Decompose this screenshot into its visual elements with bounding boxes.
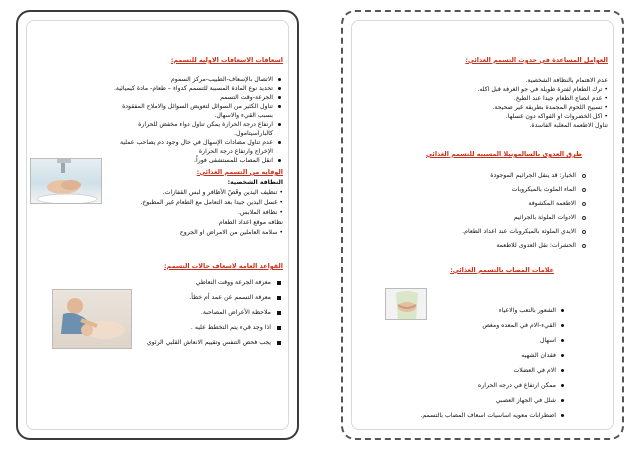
bullet-dot-icon — [278, 105, 281, 108]
bullet-square-icon — [277, 326, 281, 330]
rules-item: معرفة التسمم عن عمد أم خطأ. — [189, 294, 271, 301]
first-aid-item-cont: بسبب القيء والاسهال. — [214, 112, 273, 119]
bullet-ring-icon — [582, 230, 586, 234]
prevention-line: • نظافة الملابس. — [238, 209, 283, 216]
factors-line: • ترك الطعام لفترة طويلة في جو الغرفة قبل اكله. — [477, 86, 608, 93]
first-aid-item: ارتفاع درجة الحرارة يمكن تناول دواء مخفض للحرارة — [138, 121, 273, 128]
factors-line: • اكل الخضروات او الفواكه دون غسلها. — [505, 113, 608, 120]
first-aid-item: تناول الكثير من السوائل لتعويض السوائل والاملاح المفقودة — [122, 103, 273, 110]
symptom-item: ممكن ارتفاع في درجه الحراره — [478, 382, 556, 389]
prevention-line: النظافة الشخصية: — [227, 179, 283, 186]
hand-washing-icon — [31, 159, 102, 204]
bullet-dot-icon — [561, 354, 564, 357]
prevention-line: • تنظيف اليدين وقَصّ الأظافر و لبس القفازات. — [162, 189, 283, 196]
right-page — [341, 10, 624, 440]
bullet-ring-icon — [582, 174, 586, 178]
prevention-line: • غسل اليدين جيدا بعد التعامل مع الطعام غير المطبوخ. — [140, 199, 283, 206]
symptom-item: اسهال — [539, 337, 556, 344]
factors-line: • تسييح اللحوم المجمدة بطريقة غير صحيحة. — [492, 104, 608, 111]
cpr-icon — [53, 290, 132, 349]
bullet-square-icon — [277, 341, 281, 345]
stomach-ache-photo — [385, 288, 427, 320]
factors-heading: العوامل المساعدة في حدوث التسمم الغذائي: — [465, 56, 608, 64]
symptom-item: الام في العضلات — [513, 367, 556, 374]
bullet-dot-icon — [561, 399, 564, 402]
first-aid-item: عدم تناول مضادات الإسهال في حال وجود دم يصاحب عملية — [119, 139, 273, 146]
bullet-dot-icon — [278, 87, 281, 90]
bullet-dot-icon — [561, 384, 564, 387]
cpr-photo — [52, 289, 132, 349]
bullet-dot-icon — [561, 324, 564, 327]
rules-item: معرفة الجرعة ووقت التعاطي — [195, 279, 271, 286]
factors-line: عدم الاهتمام بالنظافة الشخصية. — [525, 77, 608, 84]
prevention-line: نظافه موقع اعداد الطعام — [218, 219, 283, 226]
rules-heading: القواعد العامه لاسعاف حالات التسمم: — [164, 262, 283, 270]
bullet-ring-icon — [582, 188, 586, 192]
bullet-dot-icon — [561, 309, 564, 312]
bullet-dot-icon — [278, 159, 281, 162]
bullet-square-icon — [277, 281, 281, 285]
first-aid-heading: اسعافات الاسعافات الاوليه للتسمم: — [170, 56, 283, 64]
transmission-item: الخيار: قد ينقل الجراثيم الموجودة — [490, 172, 576, 179]
left-page — [16, 10, 299, 440]
prevention-line: • سلامة العاملين من الامراض او الجروح — [179, 229, 283, 236]
first-aid-item: الاتصال بالإسعاف-الطبيب-مركز السموم — [170, 76, 273, 83]
transmission-heading: طرق العدوى بالسالمونيلا المسببه للتسمم الغذائي — [425, 150, 582, 158]
bullet-dot-icon — [278, 141, 281, 144]
symptom-item: القيء-الام في المعده ومغص — [482, 322, 556, 329]
rules-item: يجب فحص التنفس وتقييم الانعاش القلبي الرئوي — [146, 339, 271, 346]
bullet-ring-icon — [582, 216, 586, 220]
bullet-dot-icon — [278, 78, 281, 81]
transmission-item: الماء الملوث بالميكروبات — [511, 186, 576, 193]
first-aid-item-cont: كالباراسيتامول. — [234, 130, 273, 137]
bullet-square-icon — [277, 296, 281, 300]
symptom-item: فقدان الشهيه — [521, 352, 556, 359]
transmission-item: الايدي الملوثة بالميكروبات عند اعداد الطعام. — [462, 228, 576, 235]
bullet-dot-icon — [561, 414, 564, 417]
first-aid-item: انقل المصاب للمستشفى فوراً. — [194, 157, 273, 164]
factors-line: • عدم انضاج الطعام جيدا عند الطبخ. — [513, 95, 608, 102]
transmission-item: الادوات الملوثة بالجراثيم — [513, 214, 576, 221]
bullet-dot-icon — [278, 96, 281, 99]
stomach-ache-icon — [386, 289, 427, 320]
symptoms-heading: علامات المصاب بالتسمم الغذائي: — [450, 266, 554, 274]
bullet-square-icon — [277, 311, 281, 315]
bullet-dot-icon — [561, 339, 564, 342]
hand-washing-photo — [30, 158, 102, 204]
factors-line: تناول الاطعمة المعلبة الفاسدة. — [529, 122, 608, 129]
bullet-ring-icon — [582, 244, 586, 248]
first-aid-item-cont: الإخراج وارتفاع درجة الحرارة — [198, 148, 273, 155]
rules-item: ملاحظة الأعراض المصاحبة. — [200, 309, 271, 316]
bullet-ring-icon — [582, 202, 586, 206]
bullet-dot-icon — [561, 369, 564, 372]
transmission-item: الحشرات: نقل العدوى للاطعمة — [496, 242, 576, 249]
symptom-item: شلل في الجهاز العصبي — [495, 397, 556, 404]
symptom-item: الشعور بالتعب والاعياء — [498, 307, 556, 314]
bullet-dot-icon — [278, 123, 281, 126]
first-aid-item: تحديد نوع المادة المسببة للتسمم كدواء – طعام- مادة كيميائية. — [113, 85, 273, 92]
rules-item: اذا وجد قيء يتم التخطط عليه . — [190, 324, 271, 331]
first-aid-item: الجرعة-وقت التسمم — [220, 94, 273, 101]
prevention-heading: الوقايه من التسمم الغذائي: — [196, 168, 283, 176]
symptom-item: اضطرابات معويه اساسيات اسعاف المصاب بالتسمم. — [420, 412, 556, 419]
transmission-item: الاطعمة المكشوفة — [528, 200, 576, 207]
